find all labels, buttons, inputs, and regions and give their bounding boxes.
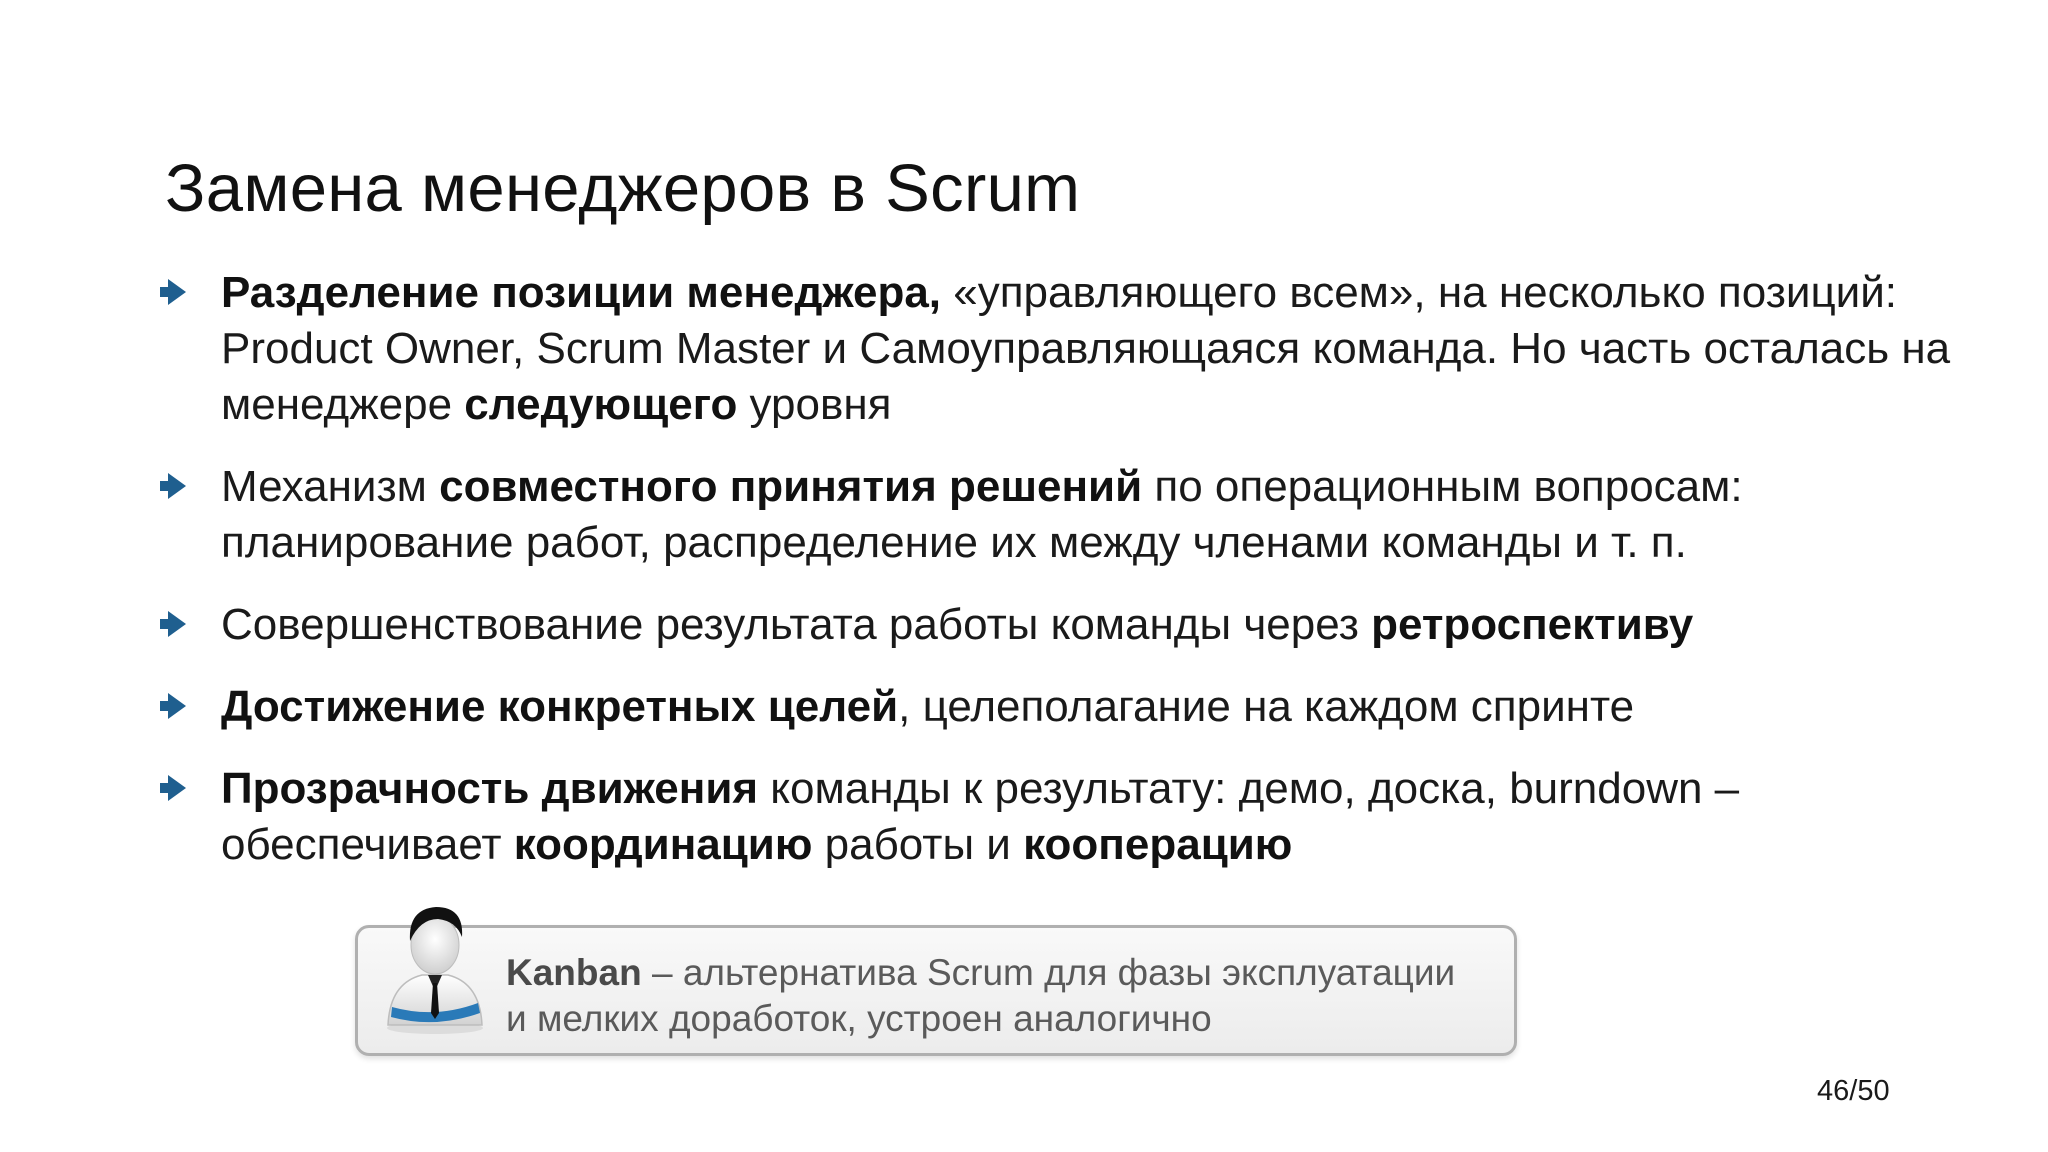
bullet-item xyxy=(165,459,1965,571)
bullet-emphasis: Достижение конкретных целей xyxy=(221,682,899,731)
bullet-text: работы и xyxy=(812,820,1024,869)
bullet-text: Механизм xyxy=(221,462,440,511)
arrow-bullet-icon xyxy=(168,693,186,719)
bullet-list xyxy=(165,265,1965,899)
page-number: 46/50 xyxy=(1817,1075,1890,1107)
bullet-emphasis: совместного принятия решений xyxy=(439,462,1143,511)
bullet-text: команды к результату: демо, доска, burndown – обеспечивает xyxy=(221,764,1740,869)
arrow-bullet-icon xyxy=(168,611,186,637)
bullet-item xyxy=(165,761,1965,873)
bullet-emphasis: координацию xyxy=(513,820,813,869)
bullet-text: , целеполагание на каждом спринте xyxy=(898,682,1635,731)
callout-text xyxy=(506,950,1455,1042)
arrow-bullet-icon xyxy=(168,279,186,305)
bullet-text: Совершенствование результата работы команды через xyxy=(221,600,1372,649)
arrow-bullet-icon xyxy=(168,473,186,499)
callout-keyword: Kanban xyxy=(506,952,642,993)
bullet-text: «управляющего всем», на несколько позиций: Product Owner, Scrum Master и Самоуправляющаяся команда. Но часть осталась на менеджере xyxy=(221,268,1951,429)
bullet-text: уровня xyxy=(737,380,892,429)
bullet-item xyxy=(165,597,1965,653)
presenter-avatar-icon xyxy=(380,895,490,1035)
bullet-emphasis: кооперацию xyxy=(1023,820,1293,869)
callout-line1: – альтернатива Scrum для фазы эксплуатации xyxy=(641,952,1456,993)
bullet-emphasis: ретроспективу xyxy=(1371,600,1694,649)
bullet-text: по операционным вопросам: планирование работ, распределение их между членами команды и т. п. xyxy=(221,462,1743,567)
callout-line2: и мелких доработок, устроен аналогично xyxy=(506,998,1212,1039)
bullet-item xyxy=(165,679,1965,735)
bullet-item xyxy=(165,265,1965,433)
kanban-callout xyxy=(355,925,1517,1056)
bullet-emphasis: Прозрачность движения xyxy=(221,764,759,813)
bullet-emphasis: Разделение позиции менеджера, xyxy=(221,268,942,317)
slide-title: Замена менеджеров в Scrum xyxy=(165,151,1081,226)
arrow-bullet-icon xyxy=(168,775,186,801)
bullet-emphasis: следующего xyxy=(464,380,738,429)
